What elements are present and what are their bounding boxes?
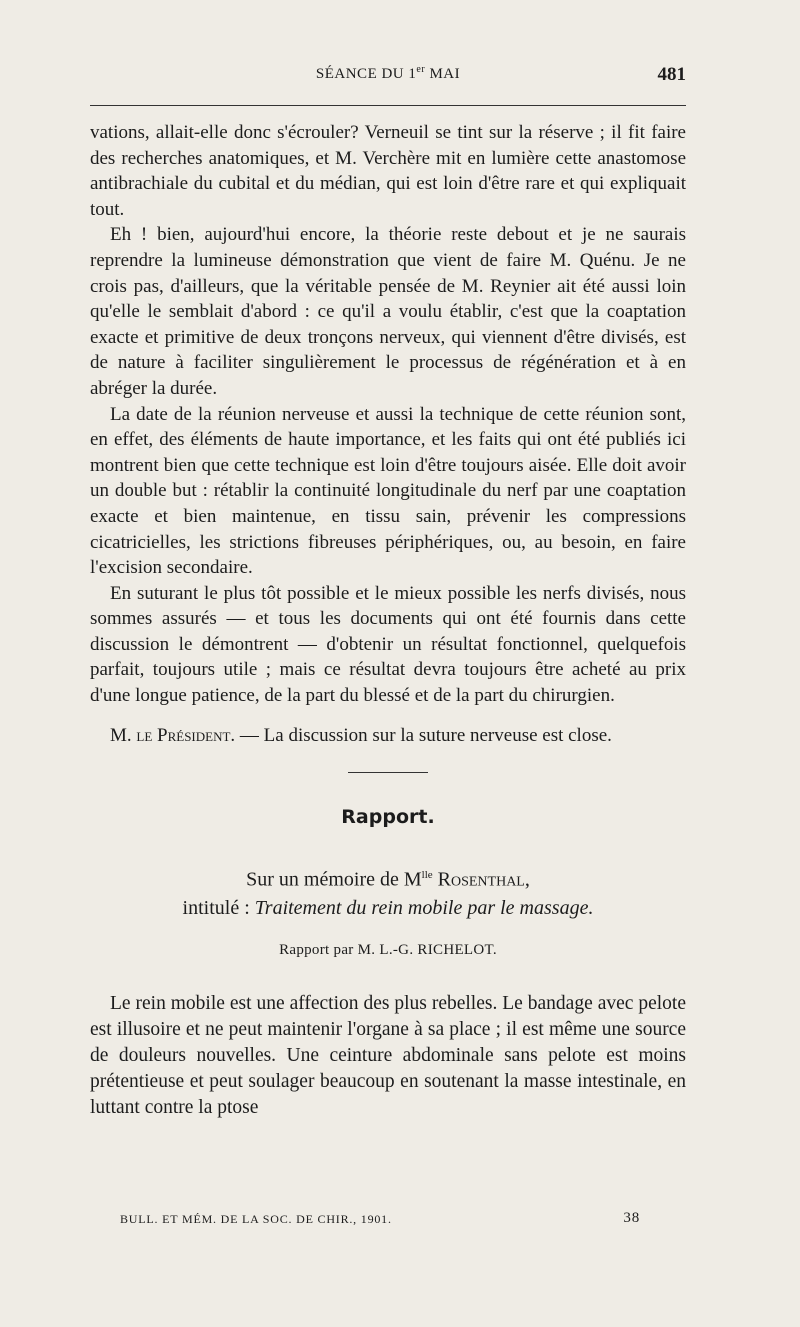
subject-line-1: Sur un mémoire de $M^{lle}$ Rosenthal,	[246, 868, 530, 891]
subject-line-2: intitulé : Traitement du rein mobile par le massage.	[182, 896, 594, 919]
section-divider	[348, 772, 428, 773]
paragraph: Eh ! bien, aujourd'hui encore, la théorie reste debout et je ne saurais reprendre la lumineuse démonstration que vient de faire M. Quénu. Je ne crois pas, d'ailleurs, que la véritable pensée de M. Reynier ait été aussi loin qu'elle le semblait d'abord : ce qu'il a voulu établir, c'est que la coaptation exacte et primitive de deux tronçons nerveux, qui viennent d'être divisés, est de nature à faciliter singulièrement le processus de régénération et à en abréger la durée.	[90, 224, 686, 399]
header-rule	[90, 105, 686, 106]
running-header	[90, 64, 686, 90]
section-title: Rapport.	[341, 806, 435, 829]
paragraph: Le rein mobile est une affection des plus rebelles. Le bandage avec pelote est illusoire et ne peut maintenir l'organe à sa place ; il est même une source de douleurs nouvelles. Une ceinture abdominale sans pelote est moins prétentieuse et peut soulager beaucoup en soutenant la masse intestinale, en luttant contre la ptose	[90, 993, 686, 1119]
paragraph: En suturant le plus tôt possible et le mieux possible les nerfs divisés, nous sommes assurés — et tous les documents qui ont été fournis dans cette discussion le démontrent — d'obtenir un résultat fonctionnel, quelquefois parfait, toujours utile ; mais ce résultat devra toujours être acheté au prix d'une longue patience, de la part du blessé et de la part du chirurgien.	[90, 582, 686, 707]
report-byline: Rapport par M. L.-G. RICHELOT.	[279, 941, 497, 958]
page-footer	[120, 1212, 640, 1232]
paragraph: vations, allait-elle donc s'écrouler? Verneuil se tint sur la réserve ; il fit faire des recherches anatomiques, et M. Verchère mit en lumière cette anastomose antibrachiale du cubital et du médian, qui est loin d'être rare et qui expliquait tout.	[90, 122, 686, 220]
paragraph: La date de la réunion nerveuse et aussi la technique de cette réunion sont, en effet, des éléments de haute importance, et les faits qui ont été publiés ici montrent bien que cette technique est loin d'être toujours aisée. Elle doit avoir un double but : rétablir la continuité longitudinale du nerf par une coaptation exacte et bien maintenue, en tissu sain, prévenir les compressions cicatricielles, les strictions fibreuses périphériques, ou, au besoin, en faire l'excision secondaire.	[90, 403, 686, 579]
signature-mark: 38	[623, 1210, 640, 1226]
report-subject	[90, 861, 686, 922]
speaker: M. le Président.	[110, 724, 236, 746]
body-text	[90, 120, 686, 1121]
journal-reference: BULL. ET MÉM. DE LA SOC. DE CHIR., 1901.	[120, 1212, 392, 1226]
president-statement: M. le Président. — La discussion sur la suture nerveuse est close.	[110, 724, 612, 746]
report-text	[90, 991, 686, 1121]
header-title: SÉANCE DU 1er MAI	[315, 64, 461, 82]
page-number: 481	[657, 64, 686, 85]
